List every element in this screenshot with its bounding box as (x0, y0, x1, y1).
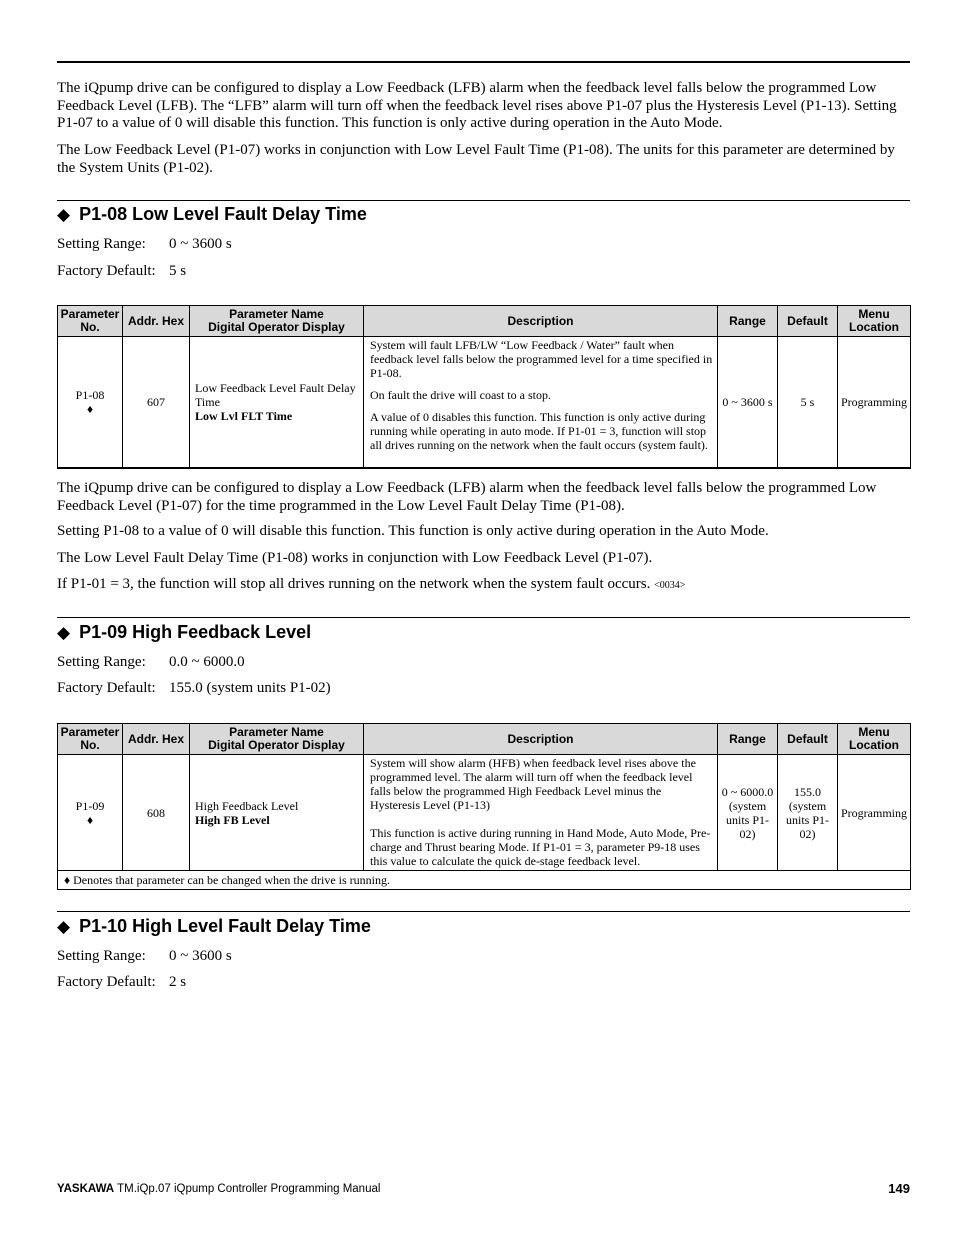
parameter-table-p1-08 (57, 305, 911, 469)
cell-addr: 607 (123, 337, 190, 468)
table-footnote-row (58, 871, 911, 890)
header-menu: Menu Location (838, 724, 911, 755)
cell-default: 155.0 (system units P1-02) (778, 755, 838, 871)
section-rule (57, 911, 910, 912)
setting-range: Setting Range: 0 ~ 3600 s (57, 236, 232, 252)
table-header-row (58, 724, 911, 755)
header-range: Range (718, 724, 778, 755)
diamond-icon: ♦ (86, 401, 94, 416)
cell-menu: Programming (838, 337, 911, 468)
table-row (58, 755, 911, 871)
factory-default: Factory Default: 5 s (57, 263, 187, 279)
diamond-icon: ♦ (86, 812, 94, 827)
diamond-bullet-icon: ◆ (57, 623, 71, 642)
table-header-row (58, 306, 911, 337)
header-menu: Menu Location (838, 306, 911, 337)
header-default: Default (778, 724, 838, 755)
section-rule (57, 617, 910, 618)
setting-range: Setting Range: 0.0 ~ 6000.0 (57, 654, 245, 670)
cell-default: 5 s (778, 337, 838, 468)
top-rule (57, 61, 910, 63)
intro-paragraph-2: The Low Feedback Level (P1-07) works in conjunction with Low Level Fault Time (P1-08). The units for this parameter are determined by the System Units (P1-02). (57, 142, 895, 176)
sec1-paragraph-3: The Low Level Fault Delay Time (P1-08) works in conjunction with Low Feedback Level (P1-07). (57, 550, 653, 566)
factory-default: Factory Default: 155.0 (system units P1-02) (57, 680, 331, 696)
header-name: Parameter Name Digital Operator Display (190, 306, 364, 337)
cell-name: High Feedback Level High FB Level (190, 755, 364, 871)
sec1-paragraph-1: The iQpump drive can be configured to display a Low Feedback (LFB) alarm when the feedback level falls below the programmed Low Feedback Level (P1-07) for the time programmed in the Low Level Fault Delay Time (P1-08). (57, 480, 877, 514)
cell-menu: Programming (838, 755, 911, 871)
footer-manual-title: YASKAWA TM.iQp.07 iQpump Controller Programming Manual (57, 1183, 381, 1195)
sec1-paragraph-4: If P1-01 = 3, the function will stop all drives running on the network when the system fault occurs. <0034> (57, 576, 686, 592)
header-range: Range (718, 306, 778, 337)
factory-default: Factory Default: 2 s (57, 974, 187, 990)
header-addr: Addr. Hex (123, 306, 190, 337)
cell-param: P1-08 ♦ (58, 337, 123, 468)
diamond-bullet-icon: ◆ (57, 917, 71, 936)
revision-tag: <0034> (654, 580, 686, 591)
section-heading-p1-10: ◆ P1-10 High Level Fault Delay Time (57, 916, 371, 936)
section-rule (57, 200, 910, 201)
parameter-table-p1-09 (57, 723, 911, 890)
header-default: Default (778, 306, 838, 337)
header-addr: Addr. Hex (123, 724, 190, 755)
header-param-no: Parameter No. (58, 306, 123, 337)
cell-addr: 608 (123, 755, 190, 871)
header-description: Description (364, 306, 718, 337)
cell-name: Low Feedback Level Fault Delay Time Low Lvl FLT Time (190, 337, 364, 468)
sec1-paragraph-2: Setting P1-08 to a value of 0 will disable this function. This function is only active during operation in the Auto Mode. (57, 523, 769, 539)
header-name: Parameter Name Digital Operator Display (190, 724, 364, 755)
diamond-bullet-icon: ◆ (57, 205, 71, 224)
table-row (58, 337, 911, 468)
footnote: ♦ Denotes that parameter can be changed when the drive is running. (58, 871, 911, 890)
header-description: Description (364, 724, 718, 755)
section-heading-p1-09: ◆ P1-09 High Feedback Level (57, 622, 312, 642)
intro-paragraph-1: The iQpump drive can be configured to display a Low Feedback (LFB) alarm when the feedback level falls below the programmed Low Feedback Level (LFB). The “LFB” alarm will turn off when the feedback level rises above P1-07 plus the Hysteresis Level (P1-13). Setting P1-07 to a value of 0 will disable this function. This function is only active during operation in the Auto Mode. (57, 80, 897, 131)
setting-range: Setting Range: 0 ~ 3600 s (57, 948, 232, 964)
cell-range: 0 ~ 6000.0 (system units P1-02) (718, 755, 778, 871)
cell-param: P1-09 ♦ (58, 755, 123, 871)
cell-range: 0 ~ 3600 s (718, 337, 778, 468)
page-number: 149 (888, 1181, 910, 1196)
header-param-no: Parameter No. (58, 724, 123, 755)
section-heading-p1-08: ◆ P1-08 Low Level Fault Delay Time (57, 204, 367, 224)
cell-description: System will show alarm (HFB) when feedback level rises above the programmed level. The alarm will turn off when the feedback level falls below the programmed High Feedback Level minus the Hysteresis Level (P1-13) This function is active during running in Hand Mode, Auto Mode, Pre-charge and Thrust bearing Mode. If P1-01 = 3, parameter P9-18 uses this value to calculate the quick de-stage feedback level. (364, 755, 718, 871)
brand-logo: YASKAWA (57, 1183, 115, 1195)
cell-description: System will fault LFB/LW “Low Feedback / Water” fault when feedback level falls below the programmed level for a time specified in P1-08. On fault the drive will coast to a stop. A value of 0 disables this function. This function is only active during running while operating in auto mode. If P1-01 = 3, function will stop all drives running on the network when the fault occurs (system fault). (364, 337, 718, 468)
